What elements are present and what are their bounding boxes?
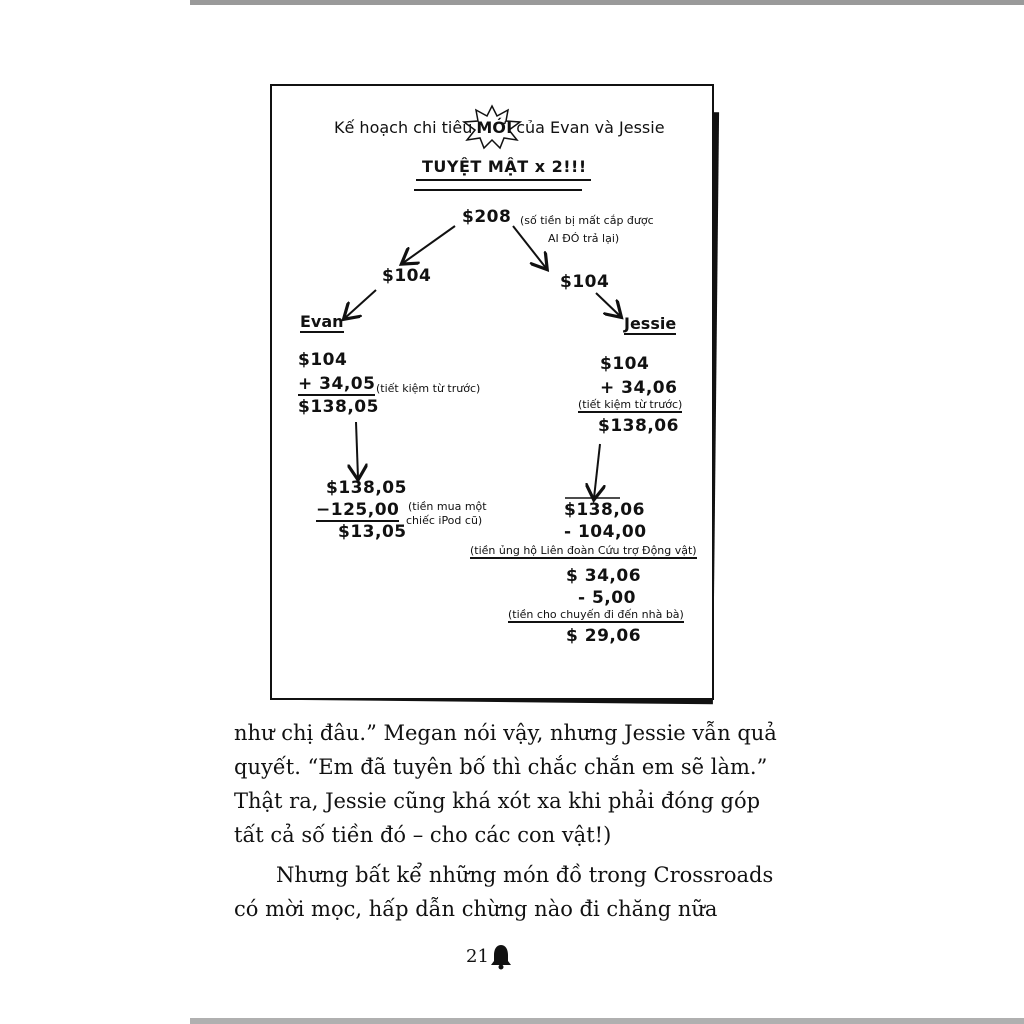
jessie-step2-start: $138,06 xyxy=(564,500,645,520)
arrow-left-evan xyxy=(345,290,376,318)
evan-add: + 34,05 xyxy=(298,374,376,394)
bell-icon xyxy=(490,944,512,970)
evan-step2-result: $13,05 xyxy=(338,522,407,542)
evan-sum: $138,05 xyxy=(298,397,379,417)
arrow-root-left xyxy=(403,226,455,263)
body-line-2: quyết. “Em đã tuyên bố thì chắc chắn em sẽ làm.” xyxy=(234,755,768,779)
jessie-sum: $138,06 xyxy=(598,416,679,436)
jessie-name: Jessie xyxy=(624,314,677,333)
jessie-add: + 34,06 xyxy=(600,378,678,398)
jessie-step3-sub: - 5,00 xyxy=(578,588,636,608)
evan-name: Evan xyxy=(300,312,344,331)
body-line-1: như chị đâu.” Megan nói vậy, nhưng Jessie vẫn quả xyxy=(234,721,777,745)
body-line-4: tất cả số tiền đó – cho các con vật!) xyxy=(234,823,612,847)
title-badge-text: MỚI xyxy=(476,118,513,137)
arrow-jessie-down xyxy=(594,444,600,498)
arrow-root-right xyxy=(513,226,546,268)
arrow-right-jessie xyxy=(596,293,620,316)
evan-add-note: (tiết kiệm từ trước) xyxy=(376,382,481,395)
evan-step2-note-line1: (tiền mua một xyxy=(408,500,487,513)
body-line-3: Thật ra, Jessie cũng khá xót xa khi phải đóng góp xyxy=(234,789,761,813)
jessie-start: $104 xyxy=(600,354,650,374)
evan-start: $104 xyxy=(298,350,348,370)
left-half-amount: $104 xyxy=(382,266,432,286)
jessie-step2-sub: - 104,00 xyxy=(564,522,647,542)
body-line-5: Nhưng bất kể những món đồ trong Crossroads xyxy=(276,863,774,887)
right-half-amount: $104 xyxy=(560,272,610,292)
root-note-line1: (số tiền bị mất cắp được xyxy=(520,214,654,227)
scan-bottom-edge xyxy=(190,1018,1024,1024)
jessie-add-note: (tiết kiệm từ trước) xyxy=(578,398,683,411)
jessie-step3-note: (tiền cho chuyến đi đến nhà bà) xyxy=(508,608,684,621)
evan-step2-start: $138,05 xyxy=(326,478,407,498)
jessie-step3-result: $ 29,06 xyxy=(566,626,642,646)
root-amount: $208 xyxy=(462,207,512,227)
jessie-step2-note: (tiền ủng hộ Liên đoàn Cứu trợ Động vật) xyxy=(470,544,697,557)
title-suffix: của Evan và Jessie xyxy=(516,118,665,137)
page-number: 21 xyxy=(466,946,489,967)
evan-step2-note-line2: chiếc iPod cũ) xyxy=(406,514,483,527)
arrow-evan-down xyxy=(356,422,358,478)
jessie-step2-result: $ 34,06 xyxy=(566,566,642,586)
root-note-line2: AI ĐÓ trả lại) xyxy=(548,232,620,245)
title-prefix: Kế hoạch chi tiêu xyxy=(334,118,473,137)
evan-step2-sub: −125,00 xyxy=(316,500,400,520)
body-line-6: có mời mọc, hấp dẫn chừng nào đi chăng nữa xyxy=(234,897,718,921)
diagram-subtitle: TUYỆT MẬT x 2!!! xyxy=(416,157,591,181)
